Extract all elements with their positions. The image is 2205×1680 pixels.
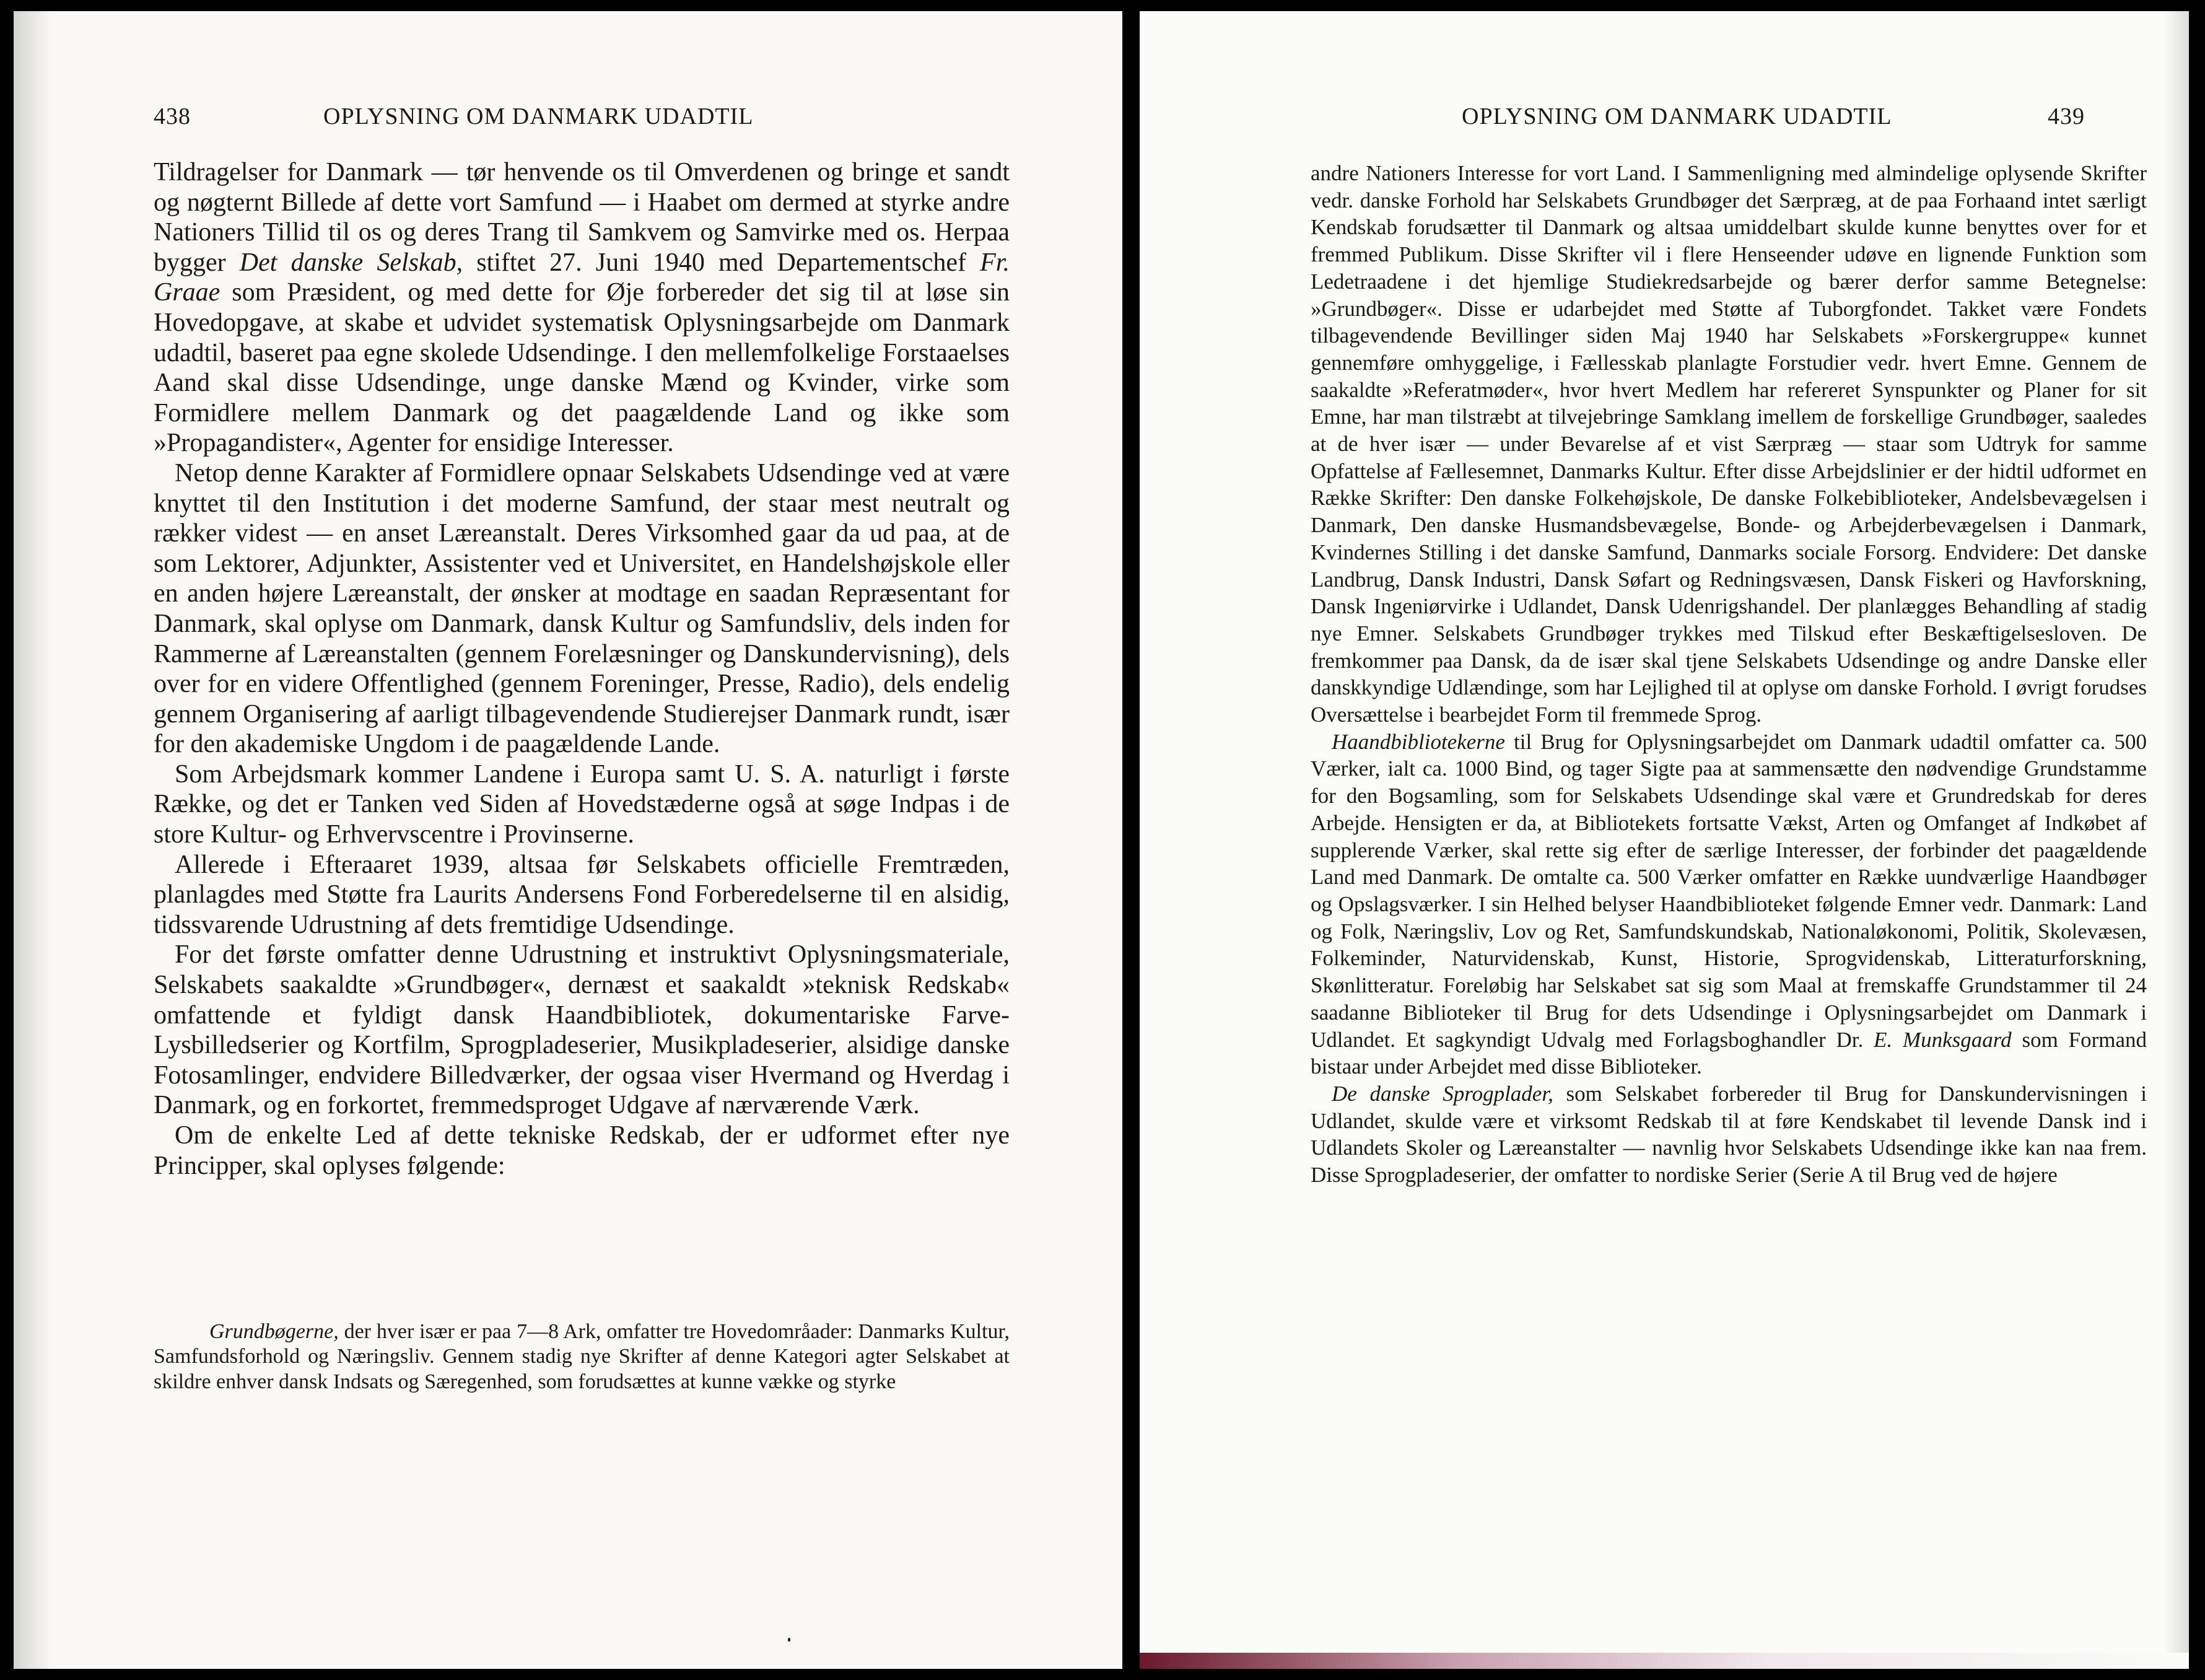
text-run: Allerede i Efteraaret 1939, altsaa før Selskabets officielle Fremtræden, planlagdes med Støtte fra Laurits Andersens Fond Forberedelserne til en alsidig, tidssvarende Udrustning af dets fremtidige Udsendinge. <box>154 850 1010 939</box>
paragraph <box>154 759 1010 850</box>
paragraph <box>154 458 1010 759</box>
italic-text: Fr. Graae <box>154 248 1010 307</box>
left-page-number: 438 <box>154 103 191 129</box>
left-body-text <box>154 157 1010 1181</box>
left-page <box>14 11 1122 1669</box>
paragraph <box>154 1121 1010 1181</box>
paragraph <box>154 1319 1010 1394</box>
scan-edge-strip <box>1140 1653 2189 1669</box>
text-run: Om de enkelte Led af dette tekniske Redskab, der er udformet efter nye Principper, skal oplyses følgende: <box>154 1121 1010 1180</box>
text-run: Tildragelser for Danmark — tør henvende os til Omverdenen og bringe et sandt og nøgternt Billede af dette vort Samfund — i Haabet om dermed at styrke andre Nationers Tillid til os og deres Trang til Samkvem og Samvirke med os. Herpaa bygger <box>154 158 1010 277</box>
italic-text: Haandbibliotekerne <box>1332 729 1505 754</box>
paragraph <box>154 157 1010 458</box>
italic-text: E. Munksgaard <box>1874 1027 2012 1052</box>
text-run: som Selskabet forbereder til Brug for Danskundervisningen i Udlandet, skulde være et virksomt Redskab til at føre Kendskabet til levende Dansk ind i Udlandets Skoler og Læreanstalter — navnlig hvor Selskabets Udsendinge ikke kan naa frem. Disse Sprogpladeserier, der omfatter to nordiske Serier (Serie A til Brug ved de højere <box>1311 1081 2147 1188</box>
right-page <box>1140 11 2189 1669</box>
text-run: stiftet 27. Juni 1940 med Departementschef <box>463 248 980 277</box>
paragraph <box>1311 160 2147 728</box>
right-page-number: 439 <box>2048 103 2085 129</box>
text-run: som Formand bistaar under Arbejdet med disse Biblioteker. <box>1311 1027 2147 1079</box>
text-run: til Brug for Oplysningsarbejdet om Danmark udadtil omfatter ca. 500 Værker, ialt ca. 1000 Bind, og tager Sigte paa at sammensætte den nødvendige Grundstamme for den Bogsamling, som for Selskabets Udsendinge skal være et Grundredskab for deres Arbejde. Hensigten er da, at Bibliotekets fortsatte Vækst, Arten og Omfanget af Indkøbet af supplerende Værker, skal rette sig efter de særlige Interesser, der forbinder det paagældende Land med Danmark. De omtalte ca. 500 Værker omfatter en Række uundværlige Haandbøger og Opslagsværker. I sin Helhed belyser Haandbiblioteket følgende Emner vedr. Danmark: Land og Folk, Næringsliv, Lov og Ret, Samfundskundskab, Nationaløkonomi, Politik, Skolevæsen, Folkeminder, Naturvidenskab, Kunst, Historie, Sprogvidenskab, Litteraturforskning, Skønlitteratur. Foreløbig har Selskabet sat sig som Maal at fremskaffe Grundstammer til 24 saadanne Biblioteker til Brug for dets Udsendinge i Oplysningsarbejdet om Danmark i Udlandet. Et sagkyndigt Udvalg med Forlagsboghandler Dr. <box>1311 729 2147 1052</box>
paragraph <box>1311 1080 2147 1189</box>
left-edge-shadow <box>14 11 51 1669</box>
text-run: Som Arbejdsmark kommer Landene i Europa samt U. S. A. naturligt i første Række, og det er Tanken ved Siden af Hovedstæderne også at søge Indpas i de store Kultur- og Erhvervscentre i Provinserne. <box>154 759 1010 849</box>
right-running-title: OPLYSNING OM DANMARK UDADTIL <box>1462 103 1892 129</box>
paragraph <box>1311 728 2147 1080</box>
italic-text: Grundbøgerne, <box>209 1320 339 1343</box>
paragraph <box>154 850 1010 940</box>
paragraph <box>154 940 1010 1121</box>
italic-text: De danske Sprogplader, <box>1332 1081 1553 1106</box>
text-run: der hver især er paa 7—8 Ark, omfatter tre Hovedområader: Danmarks Kultur, Samfundsforhold og Næringsliv. Gennem stadig nye Skrifter af denne Kategori agter Selskabet at skildre enhver dansk Indsats og Særegenhed, som forudsættes at kunne vække og styrke <box>154 1320 1010 1393</box>
text-run: Netop denne Karakter af Formidlere opnaar Selskabets Udsendinge ved at være knyttet til den Institution i det moderne Samfund, der staar mest neutralt og rækker videst — en anset Læreanstalt. Deres Virksomhed gaar da ud paa, at de som Lektorer, Adjunkter, Assistenter ved et Universitet, en Handelshøjskole eller en anden højere Læreanstalt, der ønsker at modtage en saadan Repræsentant for Danmark, skal oplyse om Danmark, dansk Kultur og Samfundsliv, dels inden for Rammerne af Læreanstalten (gennem Forelæsninger og Danskundervisning), dels over for en videre Offentlighed (gennem Foreninger, Presse, Radio), dels endelig gennem Organisering af aarligt tilbagevendende Studierejser Danmark rundt, især for den akademiske Ungdom i de paagældende Lande. <box>154 458 1010 759</box>
text-run: andre Nationers Interesse for vort Land. I Sammenligning med almindelige oplysende Skrifter vedr. danske Forhold har Selskabets Grundbøger det Særpræg, at de paa Forhaand intet særligt Kendskab forudsætter til Danmark og altsaa umiddelbart skulde kunne benyttes over for et fremmed Publikum. Disse Skrifter vil i flere Henseender udøve en lignende Funktion som Ledetraadene i det hjemlige Studiekredsarbejde og bærer derfor samme Betegnelse: »Grundbøger«. Disse er udarbejdet med Støtte af Tuborgfondet. Takket være Fondets tilbagevendende Bevillinger siden Maj 1940 har Selskabets »Forskergruppe« kunnet gennemføre omhyggelige, i Fællesskab planlagte Forstudier vedr. hvert Emne. Gennem de saakaldte »Referatmøder«, hvor hvert Medlem har refereret Synspunkter og Planer for sit Emne, har man tilstræbt at tilvejebringe Samklang imellem de forskellige Grundbøger, saaledes at de hver især — under Bevarelse af et vist Særpræg — staar som Udtryk for samme Opfattelse af Fællesemnet, Danmarks Kultur. Efter disse Arbejdslinier er der hidtil udformet en Række Skrifter: Den danske Folkehøjskole, De danske Folkebiblioteker, Andelsbevægelsen i Danmark, Den danske Husmandsbevægelse, Bonde- og Arbejderbevægelsen i Danmark, Kvindernes Stilling i det danske Samfund, Danmarks sociale Forsorg. Endvidere: Det danske Landbrug, Dansk Industri, Dansk Søfart og Redningsvæsen, Dansk Fiskeri og Havforskning, Dansk Ingeniørvirke i Udlandet, Dansk Udenrigshandel. Der planlægges Behandling af stadig nye Emner. Selskabets Grundbøger trykkes med Tilskud efter Beskæftigelsesloven. De fremkommer paa Dansk, da de især skal tjene Selskabets Udsendinge og andre Danske eller danskkyndige Udlændinge, som har Lejlighed til at oplyse om danske Forhold. I øvrigt forudses Oversættelse i bearbejdet Form til fremmede Sprog. <box>1311 161 2147 727</box>
right-edge-shadow <box>2164 11 2189 1669</box>
text-run: For det første omfatter denne Udrustning et instruktivt Oplysningsmateriale, Selskabets saakaldte »Grundbøger«, dernæst et saakaldt »teknisk Redskab« omfattende et fyldigt dansk Haandbibliotek, dokumentariske Farve-Lysbilledserier og Kortfilm, Sprogpladeserier, Musikpladeserier, alsidige danske Fotosamlinger, endvidere Billedværker, der ogsaa viser Hvermand og Hverdag i Danmark, og en forkortet, fremmedsproget Udgave af nærværende Værk. <box>154 940 1010 1120</box>
left-footnote-text <box>154 1319 1010 1394</box>
ink-speck <box>788 1638 790 1642</box>
left-running-title: OPLYSNING OM DANMARK UDADTIL <box>323 103 754 129</box>
right-body-text <box>1311 160 2147 1189</box>
italic-text: Det danske Selskab, <box>239 248 463 277</box>
text-run: som Præsident, og med dette for Øje forbereder det sig til at løse sin Hovedopgave, at skabe et udvidet systematisk Oplysningsarbejde om Danmark udadtil, baseret paa egne skolede Udsendinge. I den mellemfolkelige Forstaaelses Aand skal disse Udsendinge, unge danske Mænd og Kvinder, virke som Formidlere mellem Danmark og det paagældende Land og ikke som »Propagandister«, Agenter for ensidige Interesser. <box>154 278 1010 458</box>
